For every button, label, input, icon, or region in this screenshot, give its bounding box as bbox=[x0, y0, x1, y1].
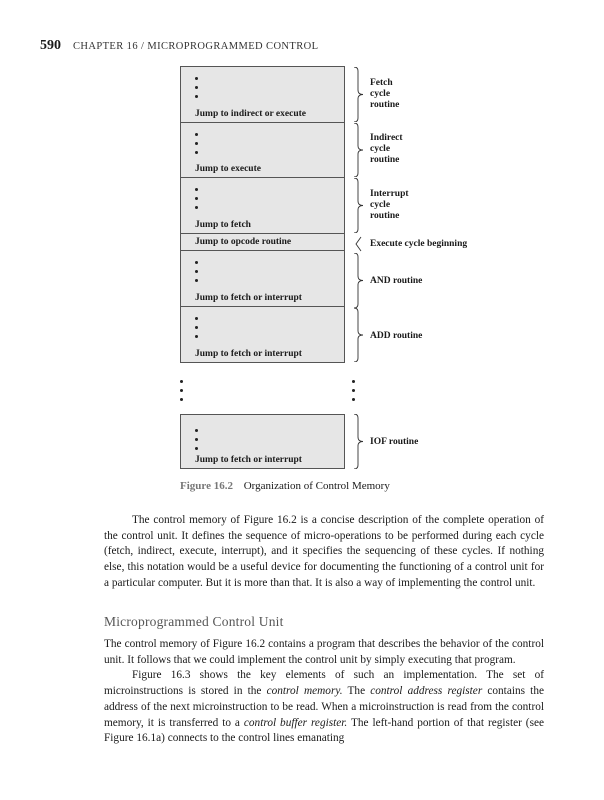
jump-label: Jump to fetch or interrupt bbox=[195, 293, 302, 303]
ellipsis-dots bbox=[195, 317, 199, 344]
indirect-segment bbox=[181, 123, 344, 178]
jump-label: Jump to opcode routine bbox=[195, 237, 292, 247]
interrupt-segment bbox=[181, 178, 344, 234]
paragraph-1: The control memory of Figure 16.2 is a concise description of the complete operation of the control unit. It defines the sequence of micro-operations to be performed during each cycle (fetch, indirect, execute, interrupt), and it specifies the sequencing of these cycles. If nothing else, this notation would be a useful device for documenting the functioning of a control unit for a particular computer. But it is more than that. It is also a way of implementing the control unit. bbox=[104, 514, 544, 589]
running-head: CHAPTER 16 / MICROPROGRAMMED CONTROL bbox=[73, 41, 319, 52]
figure-number: Figure 16.2 bbox=[180, 480, 233, 492]
section-heading: Microprogrammed Control Unit bbox=[104, 614, 284, 629]
paragraph-2: The control memory of Figure 16.2 contains a program that describes the behavior of the control unit. It follows that we could implement the control unit by simply executing that program. Figure 16.3 shows the key elements of such an implementation. The set of microinstructions is stored in the control memory. The control address register contains the address of the next microinstruction to be read. When a microinstruction is read from the control memory, it is transferred to a control buffer register. The left-hand portion of that register (see Figure 16.1a) connects to the control lines emanating bbox=[104, 637, 544, 747]
ellipsis-dots bbox=[195, 188, 199, 215]
page-number: 590 bbox=[40, 38, 61, 53]
add-segment bbox=[181, 307, 344, 362]
jump-label: Jump to fetch bbox=[195, 220, 251, 230]
label-iof-routine: IOF routine bbox=[370, 437, 419, 447]
fetch-segment bbox=[181, 67, 344, 123]
ellipsis-dots bbox=[195, 77, 199, 104]
gap-ellipsis-right bbox=[352, 380, 356, 407]
jump-label: Jump to indirect or execute bbox=[195, 109, 306, 119]
term-control-address-register: control address register bbox=[370, 685, 483, 698]
ellipsis-dots bbox=[195, 429, 199, 456]
jump-label: Jump to execute bbox=[195, 164, 261, 174]
label-interrupt-routine: Interrupt cycle routine bbox=[370, 189, 409, 221]
term-control-buffer-register: control buffer register. bbox=[243, 716, 348, 729]
label-add-routine: ADD routine bbox=[370, 331, 423, 341]
page-header bbox=[40, 36, 318, 54]
gap-ellipsis-left bbox=[180, 380, 184, 407]
jump-label: Jump to fetch or interrupt bbox=[195, 455, 302, 465]
label-and-routine: AND routine bbox=[370, 276, 423, 286]
brace-iof bbox=[353, 414, 365, 469]
ellipsis-dots bbox=[195, 133, 199, 160]
jump-label: Jump to fetch or interrupt bbox=[195, 349, 302, 359]
brace-fetch bbox=[353, 67, 365, 122]
iof-segment bbox=[181, 415, 344, 468]
label-execute-beginning: Execute cycle beginning bbox=[370, 239, 468, 249]
brace-interrupt bbox=[353, 178, 365, 233]
figure-caption bbox=[180, 480, 390, 492]
brace-add bbox=[353, 308, 365, 362]
figure-title: Organization of Control Memory bbox=[243, 480, 390, 492]
label-fetch-routine: Fetch cycle routine bbox=[370, 78, 400, 110]
ellipsis-dots bbox=[195, 261, 199, 288]
brace-execute bbox=[353, 236, 365, 252]
paragraph-3: Figure 16.3 shows the key elements of such an implementation. The set of microinstructions is stored in the control memory. The control address register contains the address of the next microinstruction to be read. When a microinstruction is read from the control memory, it is transferred to a control buffer register. The left-hand portion of that register (see Figure 16.1a) connects to the control lines emanating bbox=[104, 669, 544, 745]
execute-segment bbox=[181, 234, 344, 251]
control-memory-lower bbox=[180, 414, 345, 469]
label-indirect-routine: Indirect cycle routine bbox=[370, 133, 403, 165]
brace-and bbox=[353, 253, 365, 308]
control-memory-upper bbox=[180, 66, 345, 363]
brace-indirect bbox=[353, 123, 365, 177]
term-control-memory: control memory. bbox=[266, 685, 343, 698]
and-segment bbox=[181, 251, 344, 307]
